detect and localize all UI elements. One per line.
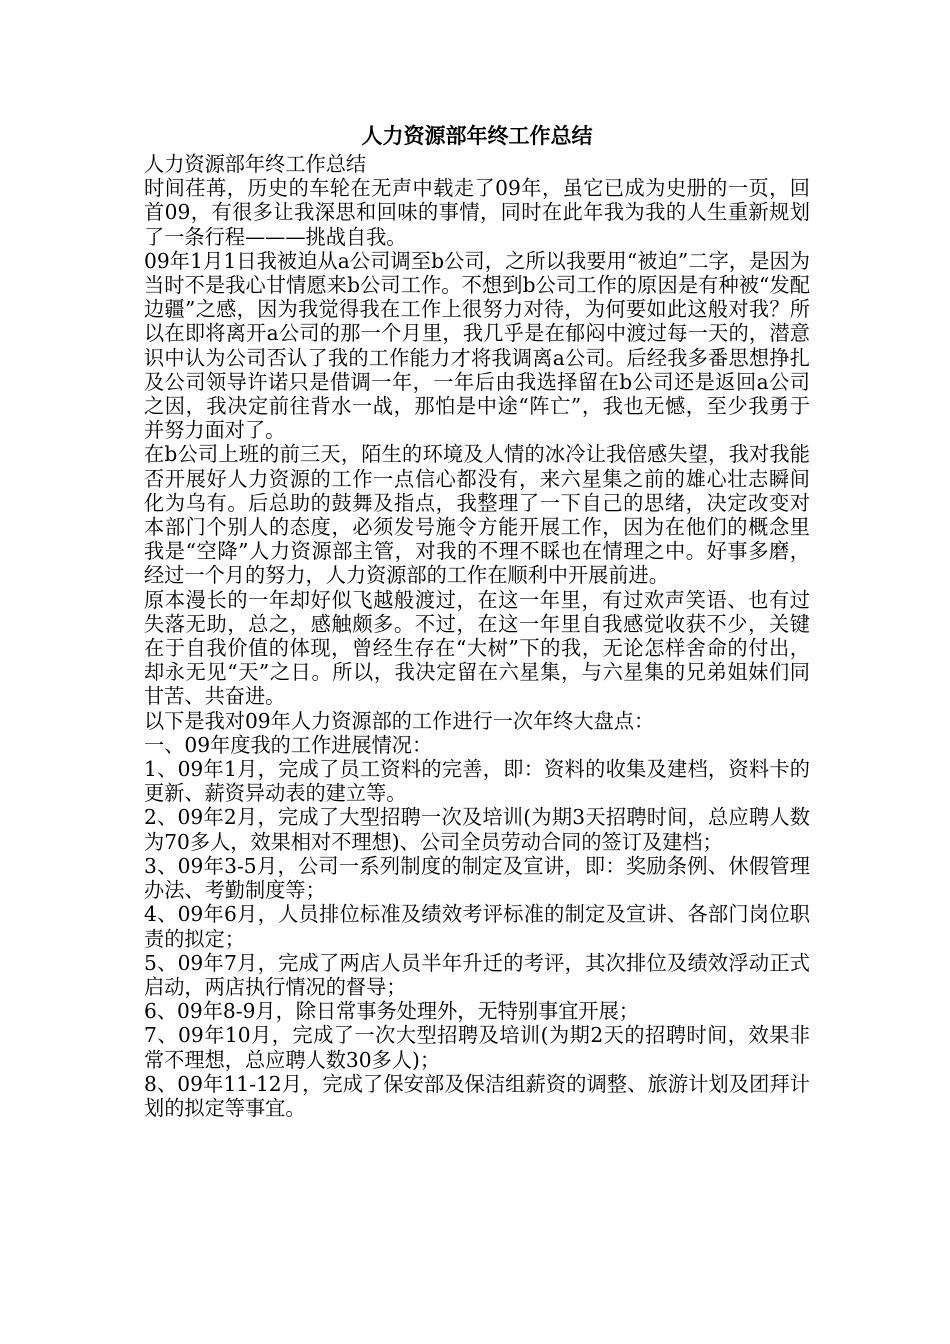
paragraph-intro: 时间荏苒，历史的车轮在无声中载走了09年，虽它已成为史册的一页，回首09，有很多让我深思和回味的事情，同时在此年我为我的人生重新规划了一条行程———挑战自我。 <box>144 176 810 249</box>
list-item: 7、09年10月，完成了一次大型招聘及培训(为期2天的招聘时间，效果非常不理想，总应聘人数30多人)； <box>144 1023 810 1072</box>
paragraph-review-intro: 以下是我对09年人力资源部的工作进行一次年终大盘点： <box>144 708 655 733</box>
list-item: 4、09年6月，人员排位标准及绩效考评标准的制定及宣讲、各部门岗位职责的拟定； <box>144 902 810 951</box>
paragraph-heading: 人力资源部年终工作总结 <box>144 152 367 176</box>
paragraph-first-days: 在b公司上班的前三天，陌生的环境及人情的冰冷让我倍感失望，我对我能否开展好人力资源的工作一点信心都没有，来六星集之前的雄心壮志瞬间化为乌有。后总助的鼓舞及指点，我整理了一下自己的思绪，决定改变对本部门个别人的态度，必须发号施令方能开展工作，因为在他们的概念里我是“空降”人力资源部主管，对我的不理不睬也在情理之中。好事多磨，经过一个月的努力，人力资源部的工作在顺利中开展前进。 <box>144 442 810 588</box>
document-page <box>144 120 810 1120</box>
list-item: 6、09年8-9月，除日常事务处理外，无特别事宜开展； <box>144 999 639 1024</box>
list-item: 2、09年2月，完成了大型招聘一次及培训(为期3天招聘时间，总应聘人数为70多人，效果相对不理想)、公司全员劳动合同的签订及建档； <box>144 805 810 854</box>
document-body <box>144 152 810 1120</box>
list-item: 1、09年1月，完成了员工资料的完善，即：资料的收集及建档，资料卡的更新、薪资异动表的建立等。 <box>144 757 810 806</box>
paragraph-transfer: 09年1月1日我被迫从a公司调至b公司，之所以我要用“被迫”二字，是因为当时不是我心甘情愿来b公司工作。不想到b公司工作的原因是有种被“发配边疆”之感，因为我觉得我在工作上很努力对待，为何要如此这般对我？所以在即将离开a公司的那一个月里，我几乎是在郁闷中渡过每一天的，潜意识中认为公司否认了我的工作能力才将我调离a公司。后经我多番思想挣扎及公司领导许诺只是借调一年，一年后由我选择留在b公司还是返回a公司之因，我决定前往背水一战，那怕是中途“阵亡”，我也无憾，至少我勇于并努力面对了。 <box>144 248 810 443</box>
list-item: 8、09年11-12月，完成了保安部及保洁组薪资的调整、旅游计划及团拜计划的拟定等事宜。 <box>144 1071 810 1120</box>
section-heading: 一、09年度我的工作进展情况： <box>144 732 433 757</box>
list-item: 3、09年3-5月，公司一系列制度的制定及宣讲，即：奖励条例、休假管理办法、考勤制度等； <box>144 853 810 903</box>
list-item: 5、09年7月，完成了两店人员半年升迁的考评，其次排位及绩效浮动正式启动，两店执行情况的督导； <box>144 950 810 999</box>
paragraph-reflection: 原本漫长的一年却好似飞越般渡过，在这一年里，有过欢声笑语、也有过失落无助，总之，感触颇多。不过，在这一年里自我感觉收获不少，关键在于自我价值的体现，曾经生存在“大树”下的我，无论怎样舍命的付出，却永无见“天”之日。所以，我决定留在六星集，与六星集的兄弟姐妹们同甘苦、共奋进。 <box>144 587 810 709</box>
document-title: 人力资源部年终工作总结 <box>361 124 593 148</box>
